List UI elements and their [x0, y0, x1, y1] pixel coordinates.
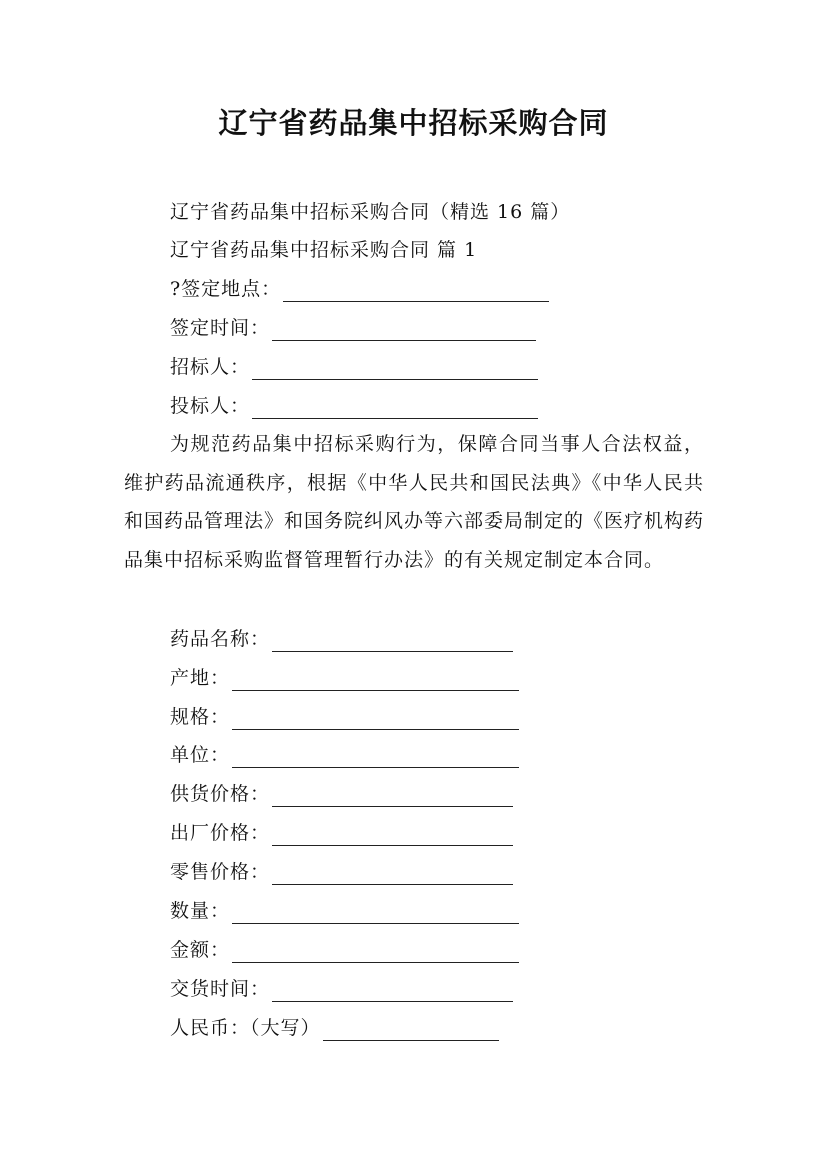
- preamble-paragraph: 为规范药品集中招标采购行为，保障合同当事人合法权益，维护药品流通秩序，根据《中华人民共和国民法典》《中华人民共和国药品管理法》和国务院纠风办等六部委局制定的《医疗机构药品集中招标采购监督管理暂行办法》的有关规定制定本合同。: [124, 433, 705, 572]
- field-label: ?签定地点：: [170, 278, 282, 300]
- blank-underline[interactable]: [272, 786, 513, 807]
- blank-underline[interactable]: [272, 825, 513, 846]
- field-unit: [170, 742, 519, 768]
- blank-underline[interactable]: [252, 359, 538, 380]
- field-label: 产地：: [170, 667, 231, 689]
- field-label: 数量：: [170, 900, 231, 922]
- field-label: 签定时间：: [170, 317, 271, 339]
- blank-underline[interactable]: [232, 942, 519, 963]
- field-label: 规格：: [170, 706, 231, 728]
- blank-underline[interactable]: [232, 903, 519, 924]
- blank-underline[interactable]: [272, 631, 513, 652]
- field-retail-price: [170, 859, 513, 885]
- field-factory-price: [170, 820, 513, 846]
- field-label: 投标人：: [170, 395, 251, 417]
- field-delivery-time: [170, 976, 513, 1002]
- field-rmb-amount: [170, 1015, 499, 1041]
- article-title: 辽宁省药品集中招标采购合同 篇 1: [170, 239, 478, 261]
- field-sign-time: [170, 315, 536, 341]
- field-tenderer: [170, 354, 538, 380]
- field-sign-place: [170, 276, 549, 302]
- collection-title: 辽宁省药品集中招标采购合同（精选 16 篇）: [170, 201, 571, 223]
- field-quantity: [170, 898, 519, 924]
- field-label: 交货时间：: [170, 978, 271, 1000]
- field-origin: [170, 665, 519, 691]
- blank-underline[interactable]: [283, 281, 549, 302]
- blank-underline[interactable]: [272, 864, 513, 885]
- blank-underline[interactable]: [232, 709, 519, 730]
- field-label: 招标人：: [170, 356, 251, 378]
- field-bidder: [170, 393, 538, 419]
- field-label: 供货价格：: [170, 783, 271, 805]
- field-label: 零售价格：: [170, 861, 271, 883]
- field-supply-price: [170, 781, 513, 807]
- field-drug-name: [170, 626, 513, 652]
- field-spec: [170, 704, 519, 730]
- blank-underline[interactable]: [252, 398, 538, 419]
- field-label: 药品名称：: [170, 628, 271, 650]
- blank-underline[interactable]: [272, 981, 513, 1002]
- field-label: 单位：: [170, 744, 231, 766]
- blank-underline[interactable]: [272, 320, 536, 341]
- field-amount: [170, 937, 519, 963]
- field-label: 出厂价格：: [170, 822, 271, 844]
- field-label: 人民币：（大写）: [170, 1017, 321, 1039]
- field-label: 金额：: [170, 939, 231, 961]
- blank-underline[interactable]: [323, 1020, 499, 1041]
- blank-underline[interactable]: [232, 747, 519, 768]
- document-title: 辽宁省药品集中招标采购合同: [218, 106, 609, 140]
- blank-underline[interactable]: [232, 670, 519, 691]
